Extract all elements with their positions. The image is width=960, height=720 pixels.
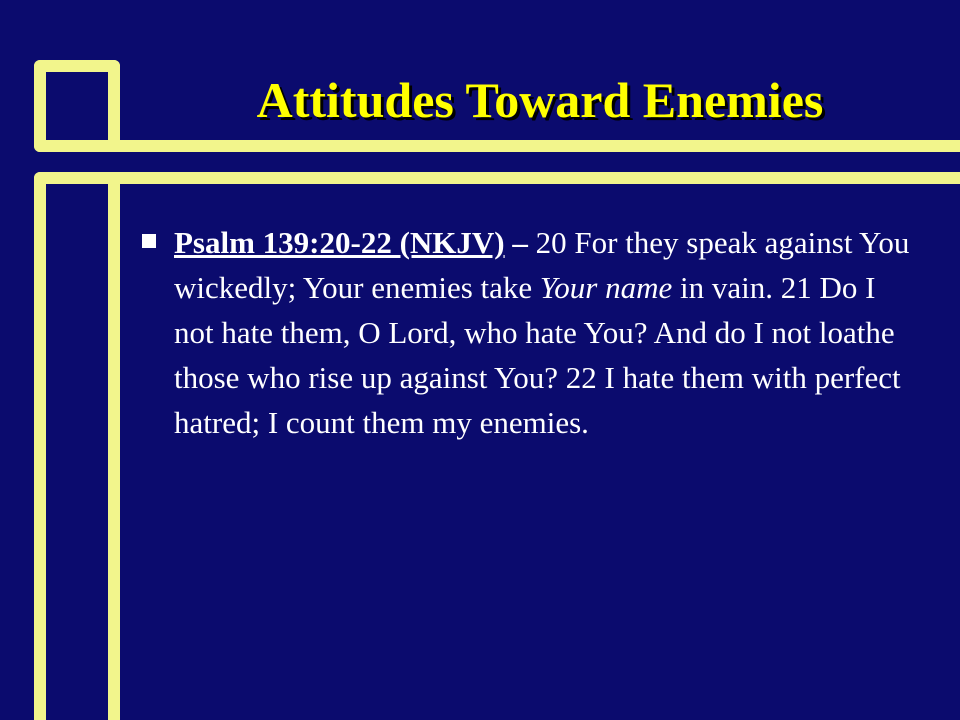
bullet-item (142, 220, 922, 445)
reference-dash: – (504, 225, 536, 260)
verse-text-part-2: in vain. 21 Do I not hate them, O Lord, who hate You? And do I not loathe those who rise up against You? 22 I hate them with perfect hatred; I count them my enemies. (174, 270, 901, 440)
square-bullet-icon (142, 234, 156, 248)
slide-title: Attitudes Toward Enemies (256, 72, 824, 128)
verse-text-italic: Your name (539, 270, 673, 305)
frame-bar-left-upper (34, 60, 46, 152)
frame-bar-horizontal-lower (34, 172, 960, 184)
verse-text-part-1: 20 For they speak against You wickedly; Your enemies take (174, 225, 910, 305)
scripture-reference: Psalm 139:20-22 (NKJV) (174, 225, 505, 260)
slide-body (142, 220, 922, 445)
frame-bar-left-inner (108, 172, 120, 720)
frame-bar-horizontal-upper (34, 140, 960, 152)
frame-bar-right-upper (108, 60, 120, 152)
frame-bar-left-outer (34, 172, 46, 720)
